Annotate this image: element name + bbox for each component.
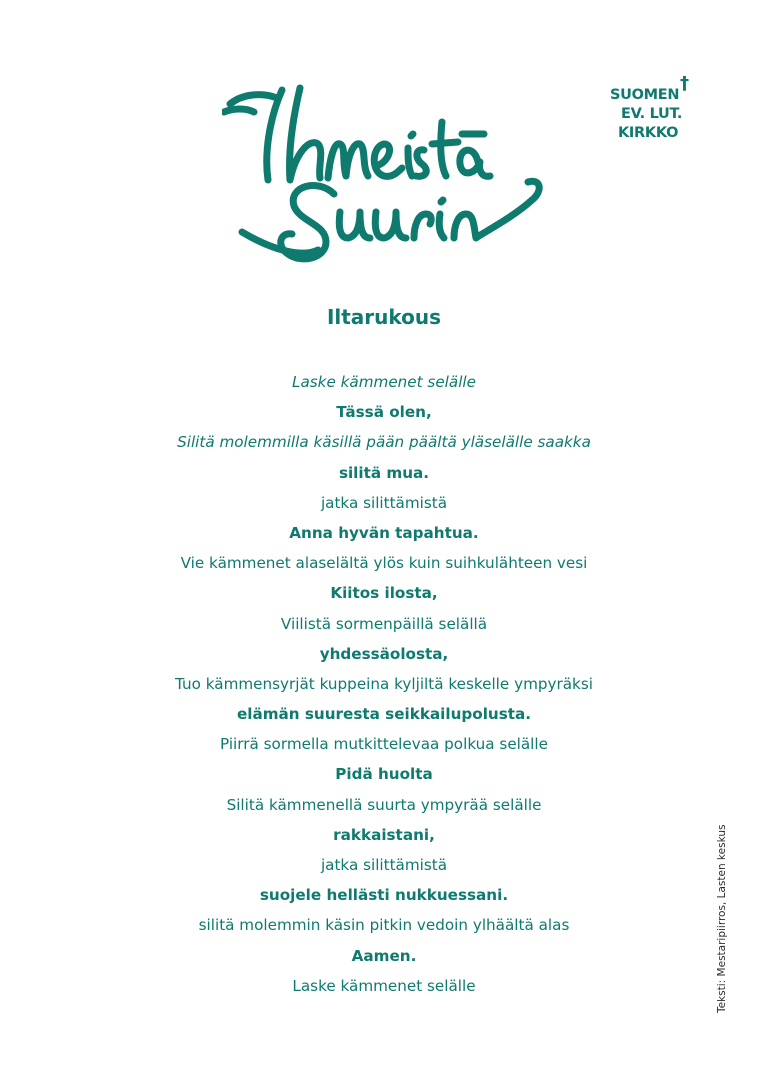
prayer-line: Kiitos ilosta, bbox=[330, 584, 438, 603]
author-credit: Teksti: Mestaripiirros, Lasten keskus bbox=[716, 824, 728, 1013]
instruction-line: Vie kämmenet alaselältä ylös kuin suihkulähteen vesi bbox=[180, 554, 588, 573]
prayer-line: suojele hellästi nukkuessani. bbox=[259, 886, 509, 905]
church-logo bbox=[606, 73, 696, 143]
church-logo-line3: KIRKKO bbox=[618, 125, 679, 141]
instruction-line: jatka silittämistä bbox=[320, 856, 448, 874]
prayer-line: rakkaistani, bbox=[333, 825, 435, 844]
prayer-line: yhdessäolosta, bbox=[319, 644, 449, 663]
church-logo-line2: EV. LUT. bbox=[621, 106, 683, 122]
instruction-line: jatka silittämistä bbox=[320, 493, 448, 512]
cross-icon: † bbox=[680, 73, 689, 94]
prayer-text bbox=[0, 369, 768, 1003]
church-logo-line1: SUOMEN bbox=[610, 87, 680, 103]
prayer-line: Aamen. bbox=[351, 946, 417, 965]
prayer-line: Tässä olen, bbox=[336, 403, 432, 422]
prayer-line: elämän suuresta seikkailupolusta. bbox=[236, 705, 532, 724]
instruction-line: Laske kämmenet selälle bbox=[292, 976, 476, 995]
instruction-line: Laske kämmenet selälle bbox=[291, 373, 476, 391]
instruction-line: Piirrä sormella mutkittelevaa polkua selälle bbox=[220, 735, 548, 754]
prayer-line: Anna hyvän tapahtua. bbox=[289, 523, 479, 542]
instruction-line: silitä molemmin käsin pitkin vedoin ylhäältä alas bbox=[198, 916, 570, 935]
prayer-line: Pidä huolta bbox=[335, 765, 433, 784]
instruction-line: Tuo kämmensyrjät kuppeina kyljiltä keskelle ympyräksi bbox=[175, 674, 593, 693]
prayer-line: silitä mua. bbox=[338, 463, 430, 482]
instruction-line: Silitä kämmenellä suurta ympyrää selälle bbox=[226, 795, 542, 814]
instruction-line: Silitä molemmilla käsillä pään päältä yläselälle saakka bbox=[177, 433, 591, 452]
instruction-line: Viilistä sormenpäillä selällä bbox=[280, 614, 488, 633]
ihmeista-suurin-logo bbox=[222, 82, 552, 267]
page-title: Iltarukous bbox=[326, 305, 442, 329]
